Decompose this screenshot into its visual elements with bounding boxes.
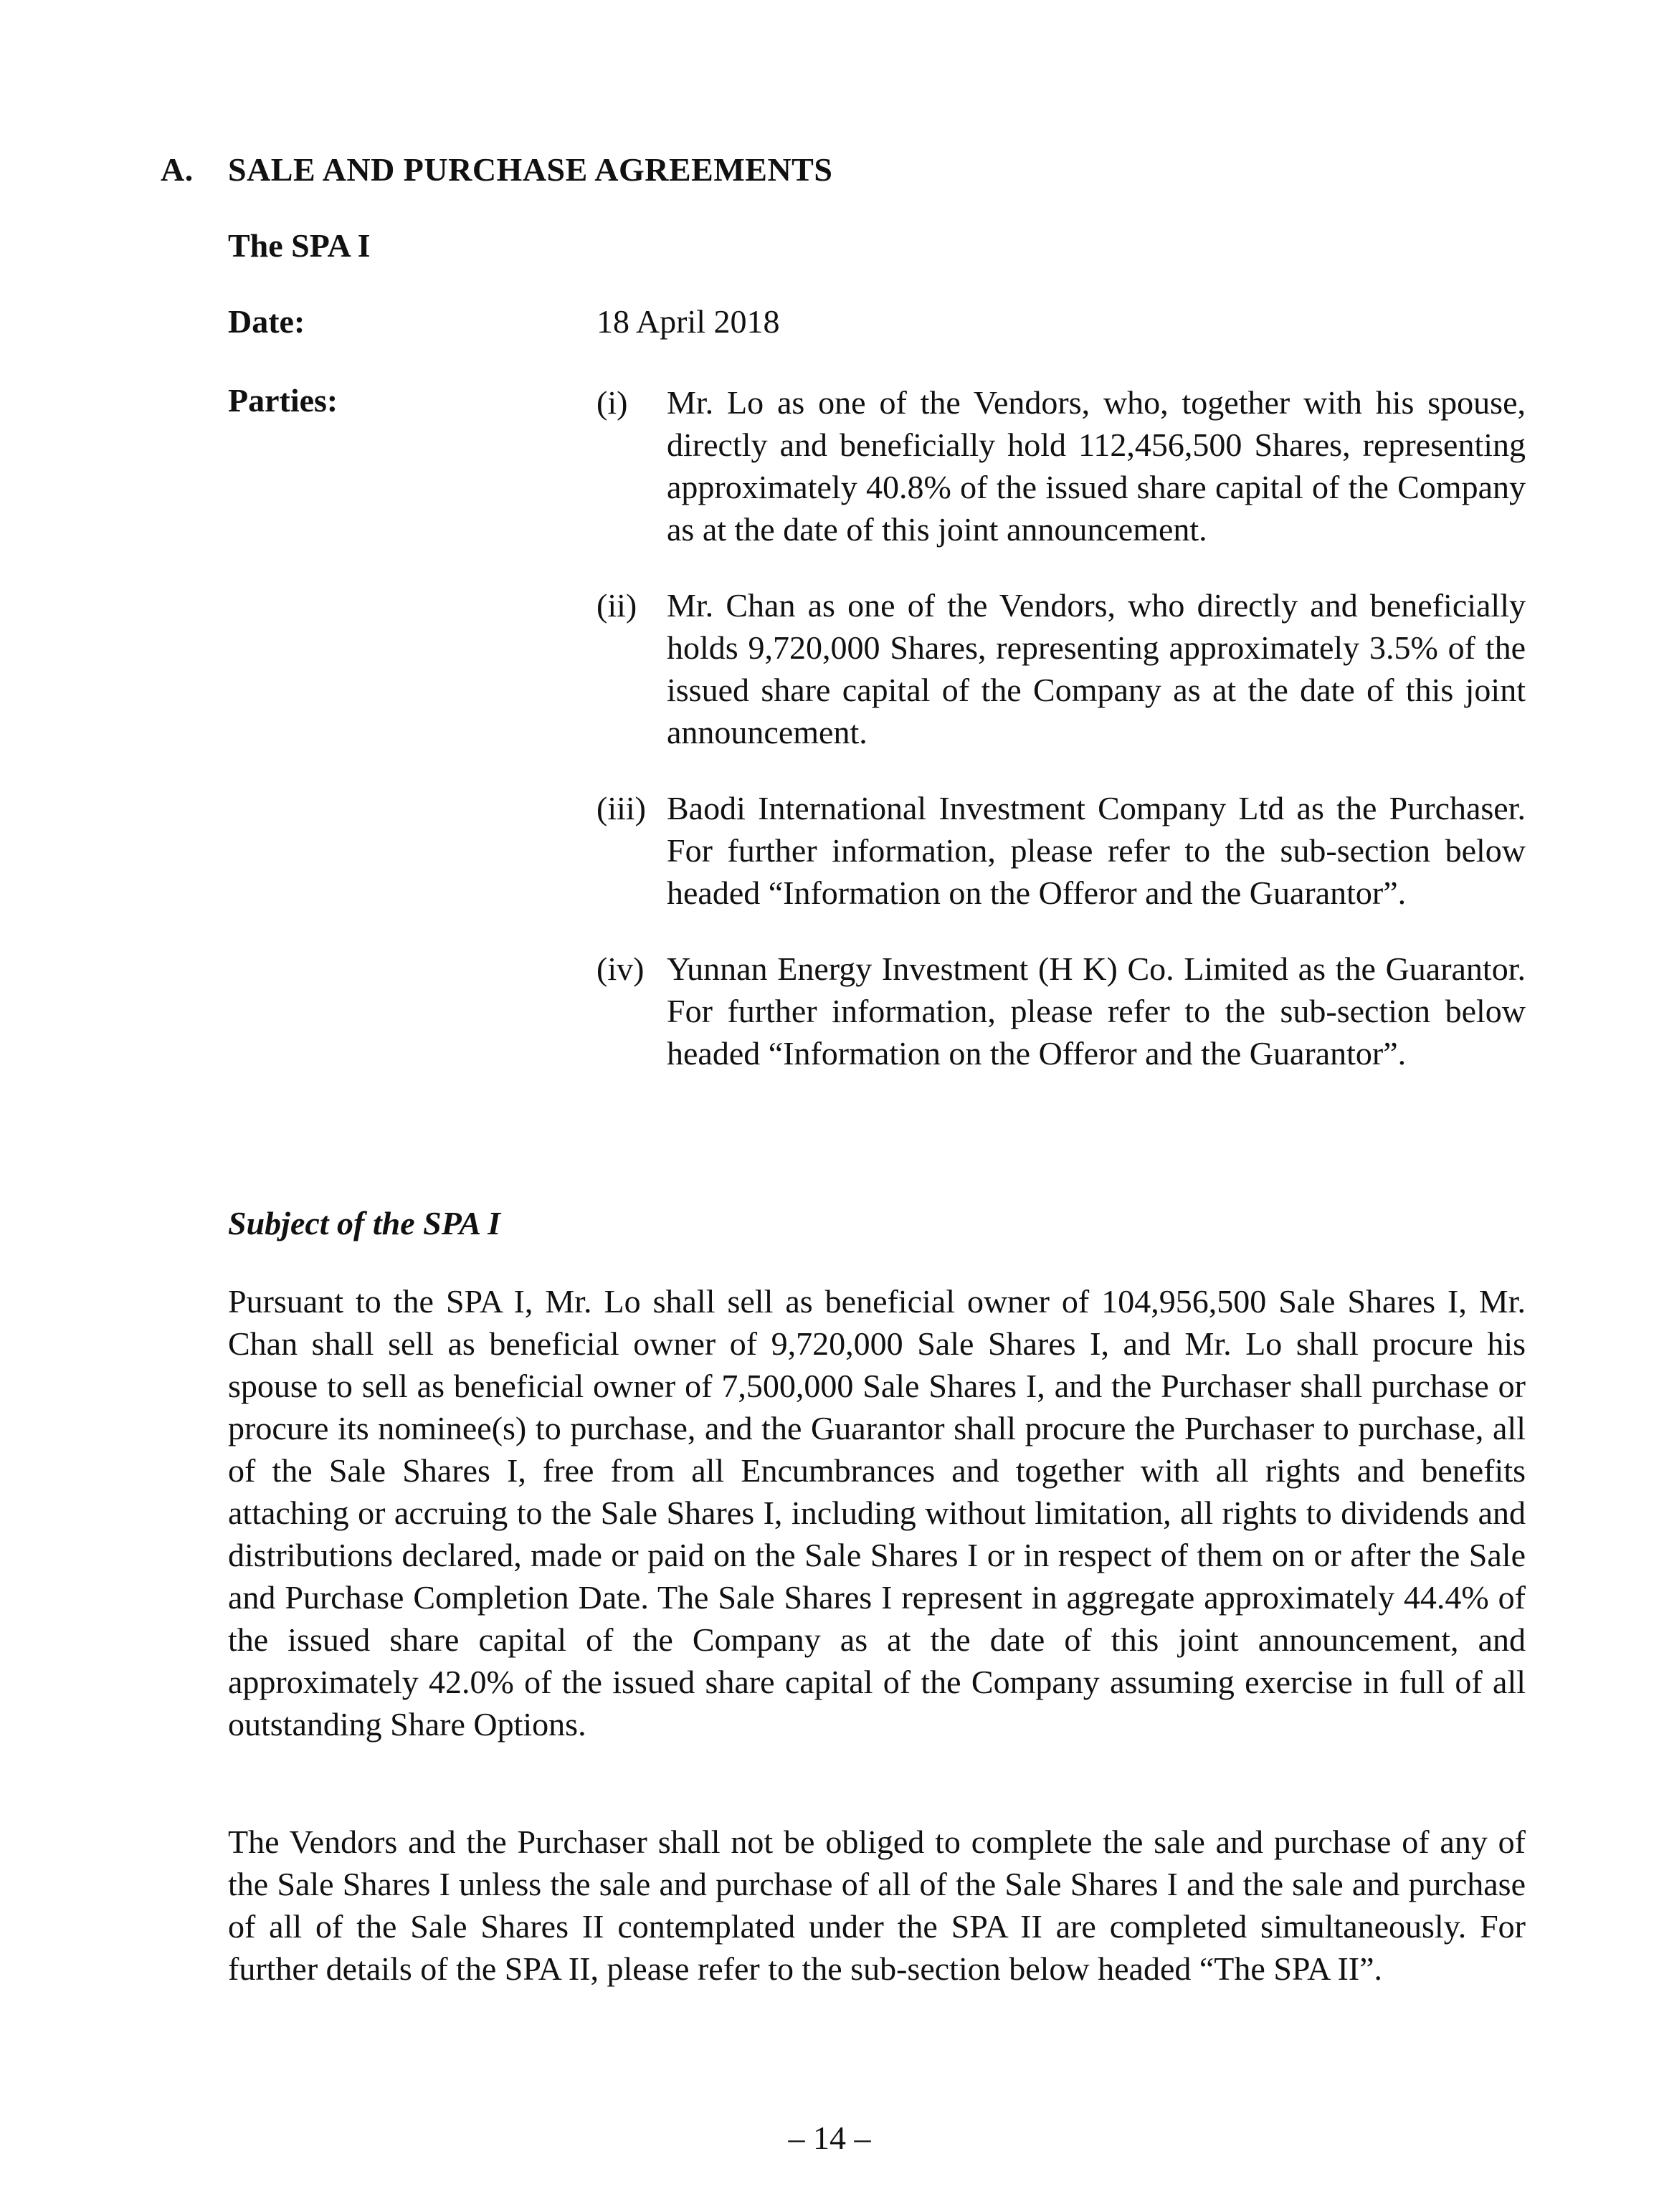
- party-marker: (ii): [596, 587, 637, 624]
- page-number: – 14 –: [788, 2120, 871, 2156]
- party-item: [596, 584, 1526, 753]
- party-marker: (i): [596, 384, 628, 421]
- subject-paragraph-1: Pursuant to the SPA I, Mr. Lo shall sell as beneficial owner of 104,956,500 Sale Shares I, Mr. Chan shall sell as beneficial owner of 9,720,000 Sale Shares I, and Mr. Lo shall procure his spouse to sell as beneficial owner of 7,500,000 Sale Shares I, and the Purchaser shall purchase or procure its nominee(s) to purchase, and the Guarantor shall procure the Purchaser to purchase, all of the Sale Shares I, free from all Encumbrances and together with all rights and benefits attaching or accruing to the Sale Shares I, including without limitation, all rights to dividends and distributions declared, made or paid on the Sale Shares I or in respect of them on or after the Sale and Purchase Completion Date. The Sale Shares I represent in aggregate approximately 44.4% of the issued share capital of the Company as at the date of this joint announcement, and approximately 42.0% of the issued share capital of the Company assuming exercise in full of all outstanding Share Options.: [228, 1283, 1526, 1743]
- subject-heading: Subject of the SPA I: [228, 1205, 500, 1241]
- section-letter: A.: [161, 151, 194, 188]
- parties-label: Parties:: [228, 382, 338, 419]
- parties-list: [596, 381, 1526, 1108]
- party-text: Mr. Chan as one of the Vendors, who directly and beneficially holds 9,720,000 Shares, representing approximately 3.5% of the issued share capital of the Company as at the date of this joint announcement.: [667, 587, 1526, 750]
- date-label: Date:: [228, 303, 305, 340]
- party-item: [596, 787, 1526, 914]
- party-item: [596, 381, 1526, 550]
- party-item: [596, 948, 1526, 1074]
- section-heading: [161, 151, 832, 189]
- date-value: 18 April 2018: [596, 303, 780, 340]
- subject-paragraph-2: The Vendors and the Purchaser shall not be obliged to complete the sale and purchase of any of the Sale Shares I unless the sale and purchase of all of the Sale Shares I and the sale and purchase of all of the Sale Shares II contemplated under the SPA II are completed simultaneously. For further details of the SPA II, please refer to the sub-section below headed “The SPA II”.: [228, 1824, 1526, 1987]
- section-title: SALE AND PURCHASE AGREEMENTS: [228, 151, 833, 188]
- party-text: Baodi International Investment Company Ltd as the Purchaser. For further information, please refer to the sub-section below headed “Information on the Offeror and the Guarantor”.: [667, 790, 1526, 911]
- party-marker: (iv): [596, 950, 645, 987]
- party-text: Yunnan Energy Investment (H K) Co. Limited as the Guarantor. For further information, please refer to the sub-section below headed “Information on the Offeror and the Guarantor”.: [667, 950, 1526, 1072]
- subsection-title: The SPA I: [228, 227, 371, 264]
- party-marker: (iii): [596, 790, 646, 826]
- party-text: Mr. Lo as one of the Vendors, who, together with his spouse, directly and beneficially hold 112,456,500 Shares, representing approximately 40.8% of the issued share capital of the Company as at the date of this joint announcement.: [667, 384, 1526, 548]
